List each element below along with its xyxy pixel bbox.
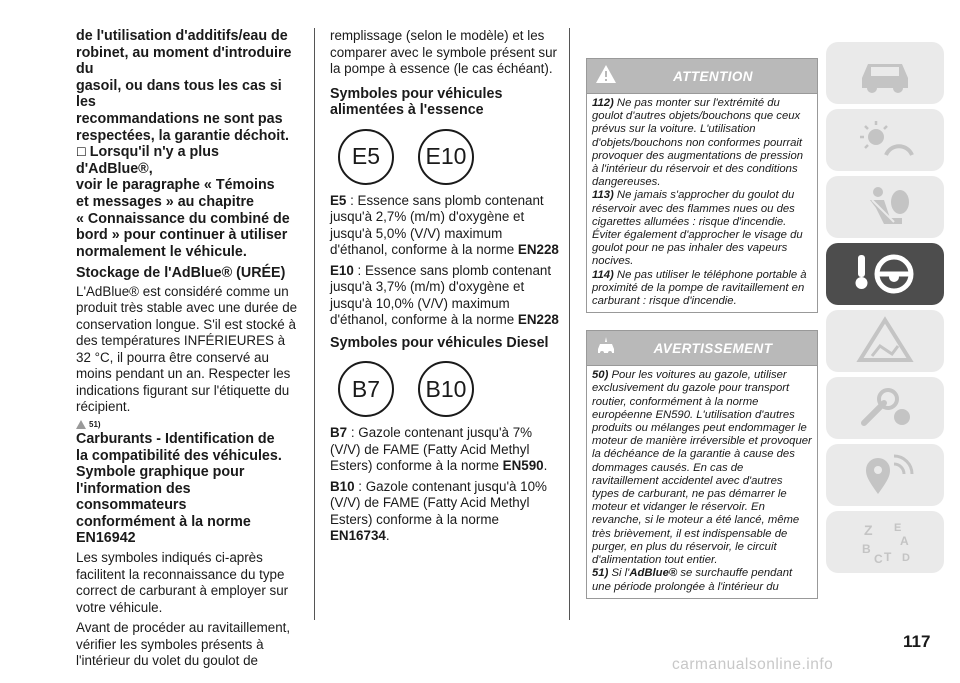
attention-box	[586, 58, 818, 313]
index-letter: D	[902, 552, 910, 564]
column-2	[330, 28, 560, 549]
notice-line: normalement le véhicule.	[76, 243, 247, 260]
car-icon	[850, 48, 920, 98]
intro-line: gasoil, ou dans tous les cas si les	[76, 77, 282, 111]
e10-description: E10 : Essence sans plomb contenant jusqu'à 3,7% (m/m) d'oxygène et jusqu'à 10,0% (V/V) maximum d'éthanol, conforme à la norme EN228	[330, 262, 559, 328]
index-letter: C	[874, 552, 883, 566]
chapter-sidebar	[826, 42, 948, 578]
alphabetical-index-icon	[850, 517, 920, 567]
notice-line: bord » pour continuer à utiliser	[76, 227, 288, 244]
intro-line: robinet, au moment d'introduire du	[76, 44, 292, 78]
ref-note: 51)	[76, 420, 298, 429]
car-damage-icon	[595, 336, 617, 356]
index-letter: B	[862, 542, 871, 556]
page-number: 117	[903, 632, 931, 651]
adblue-notice	[76, 144, 298, 260]
attention-body	[586, 94, 818, 313]
tab-car[interactable]	[826, 42, 944, 104]
b7-description: B7 : Gazole contenant jusqu'à 7% (V/V) de FAME (Fatty Acid Methyl Esters) conforme à la norme EN590.	[330, 425, 548, 474]
b10-description: B10 : Gazole contenant jusqu'à 10% (V/V) de FAME (Fatty Acid Methyl Esters) conforme à la norme EN16734.	[330, 478, 547, 544]
notice-line: et messages » au chapitre	[76, 193, 255, 210]
tab-index[interactable]	[826, 511, 944, 573]
index-letter: E	[894, 522, 902, 534]
fuel-badge-b10: B10	[418, 361, 474, 417]
column-1	[76, 28, 298, 674]
warning-triangle-icon	[595, 64, 617, 84]
intro-line: respectées, la garantie déchoit.	[76, 127, 289, 144]
storage-text: L'AdBlue® est considéré comme un produit très stable avec une durée de conservation longue. S'il est stocké à des températures INFÉRIEURES à 32 °C, il pourra être conservé au moins pendant un an. Respecter les indications figurant sur l'étiquette du récipient.	[76, 283, 298, 415]
steering-wheel-key-icon	[850, 249, 920, 299]
storage-heading: Stockage de l'AdBlue® (URÉE)	[76, 265, 286, 282]
tab-starting-driving[interactable]	[826, 243, 944, 305]
avertissement-item: 51) Si l'AdBlue® se surchauffe pendant une période prolongée à l'intérieur du	[592, 567, 793, 593]
intro-block	[76, 28, 298, 144]
attention-item: 113) Ne jamais s'approcher du goulot du réservoir avec des flammes nues ou des cigarettes allumées : risque d'incendie. Éviter également d'approcher le visage du goulot pour ne pas inhaler des vapeurs nocives.	[592, 189, 803, 268]
tab-safety[interactable]	[826, 176, 944, 238]
petrol-badges	[338, 129, 560, 185]
airbag-safety-icon	[850, 182, 920, 232]
column-divider	[569, 28, 570, 620]
notice-line: « Connaissance du combiné de	[76, 210, 290, 227]
e5-description: E5 : Essence sans plomb contenant jusqu'à 2,7% (m/m) d'oxygène et jusqu'à 5,0% (V/V) maximum d'éthanol, conforme à la norme EN228	[330, 192, 559, 258]
paragraph: Les symboles indiqués ci-après facilitent la reconnaissance du type correct de carburant à employer sur votre véhicule.	[76, 550, 289, 615]
avertissement-header	[586, 330, 818, 366]
petrol-heading: Symboles pour véhicules alimentées à l'essence	[330, 85, 503, 119]
avertissement-body	[586, 366, 818, 598]
fuel-badge-e10: E10	[418, 129, 474, 185]
fuel-badge-e5: E5	[338, 129, 394, 185]
notice-line: voir le paragraphe « Témoins	[76, 177, 275, 194]
arrow-icon: ☐	[76, 145, 87, 160]
index-letter: Z	[864, 522, 873, 538]
column-3	[586, 58, 818, 599]
navigation-icon	[850, 450, 920, 500]
attention-item: 112) Ne pas monter sur l'extrémité du goulot d'autres objets/bouchons que ceux prévus sur la voiture. L'utilisation d'objets/bouchons non conformes pourrait provoquer des augmentations de pression à l'intérieur du réservoir et des conditions dangereuses.	[592, 97, 804, 189]
diesel-heading: Symboles pour véhicules Diesel	[330, 334, 549, 351]
intro-line: de l'utilisation d'additifs/eau de	[76, 28, 288, 44]
warning-small-icon	[76, 420, 86, 429]
tab-multimedia[interactable]	[826, 444, 944, 506]
fuel-heading: Carburants - Identification de la compatibilité des véhicules. Symbole graphique pour l'information des consommateurs conformément à la norme EN16942	[76, 430, 282, 547]
tab-maintenance[interactable]	[826, 377, 944, 439]
index-letter: T	[884, 550, 892, 564]
watermark: carmanualsonline.info	[672, 656, 834, 673]
warning-triangle-icon	[850, 316, 920, 366]
paragraph: remplissage (selon le modèle) et les comparer avec le symbole présent sur la pompe à essence (le cas échéant).	[330, 28, 557, 76]
attention-title: ATTENTION	[673, 68, 753, 84]
avertissement-box	[586, 330, 818, 598]
dashboard-lights-icon	[850, 115, 920, 165]
avertissement-title: AVERTISSEMENT	[653, 340, 773, 356]
paragraph: Avant de procéder au ravitaillement, vérifier les symboles présents à l'intérieur du volet du goulot de	[76, 620, 291, 669]
tab-dashboard[interactable]	[826, 109, 944, 171]
column-divider	[314, 28, 315, 620]
index-letter: A	[900, 534, 909, 548]
tab-emergency[interactable]	[826, 310, 944, 372]
notice-line: Lorsqu'il n'y a plus d'AdBlue®,	[76, 144, 219, 177]
avertissement-item: 50) Pour les voitures au gazole, utiliser exclusivement du gazole pour transport routier, conformément à la norme européenne EN590. L'utilisation d'autres produits ou mélanges peut endommager le moteur de manière irréversible et provoquer la déchéance de la garantie à cause des dommages causés. En cas de ravitaillement accidentel avec d'autres types de carburant, ne pas démarrer le moteur et vidanger le réservoir. En revanche, si le moteur a été lancé, même très brièvement, il est indispensable de purger, en plus du réservoir, le circuit d'alimentation tout entier.	[592, 369, 812, 567]
diesel-badges	[338, 361, 560, 417]
fuel-badge-b7: B7	[338, 361, 394, 417]
attention-header	[586, 58, 818, 94]
attention-item: 114) Ne pas utiliser le téléphone portable à proximité de la pompe de ravitaillement en carburant : risque d'incendie.	[592, 268, 807, 308]
intro-line: recommandations ne sont pas	[76, 110, 283, 127]
service-tools-icon	[850, 383, 920, 433]
